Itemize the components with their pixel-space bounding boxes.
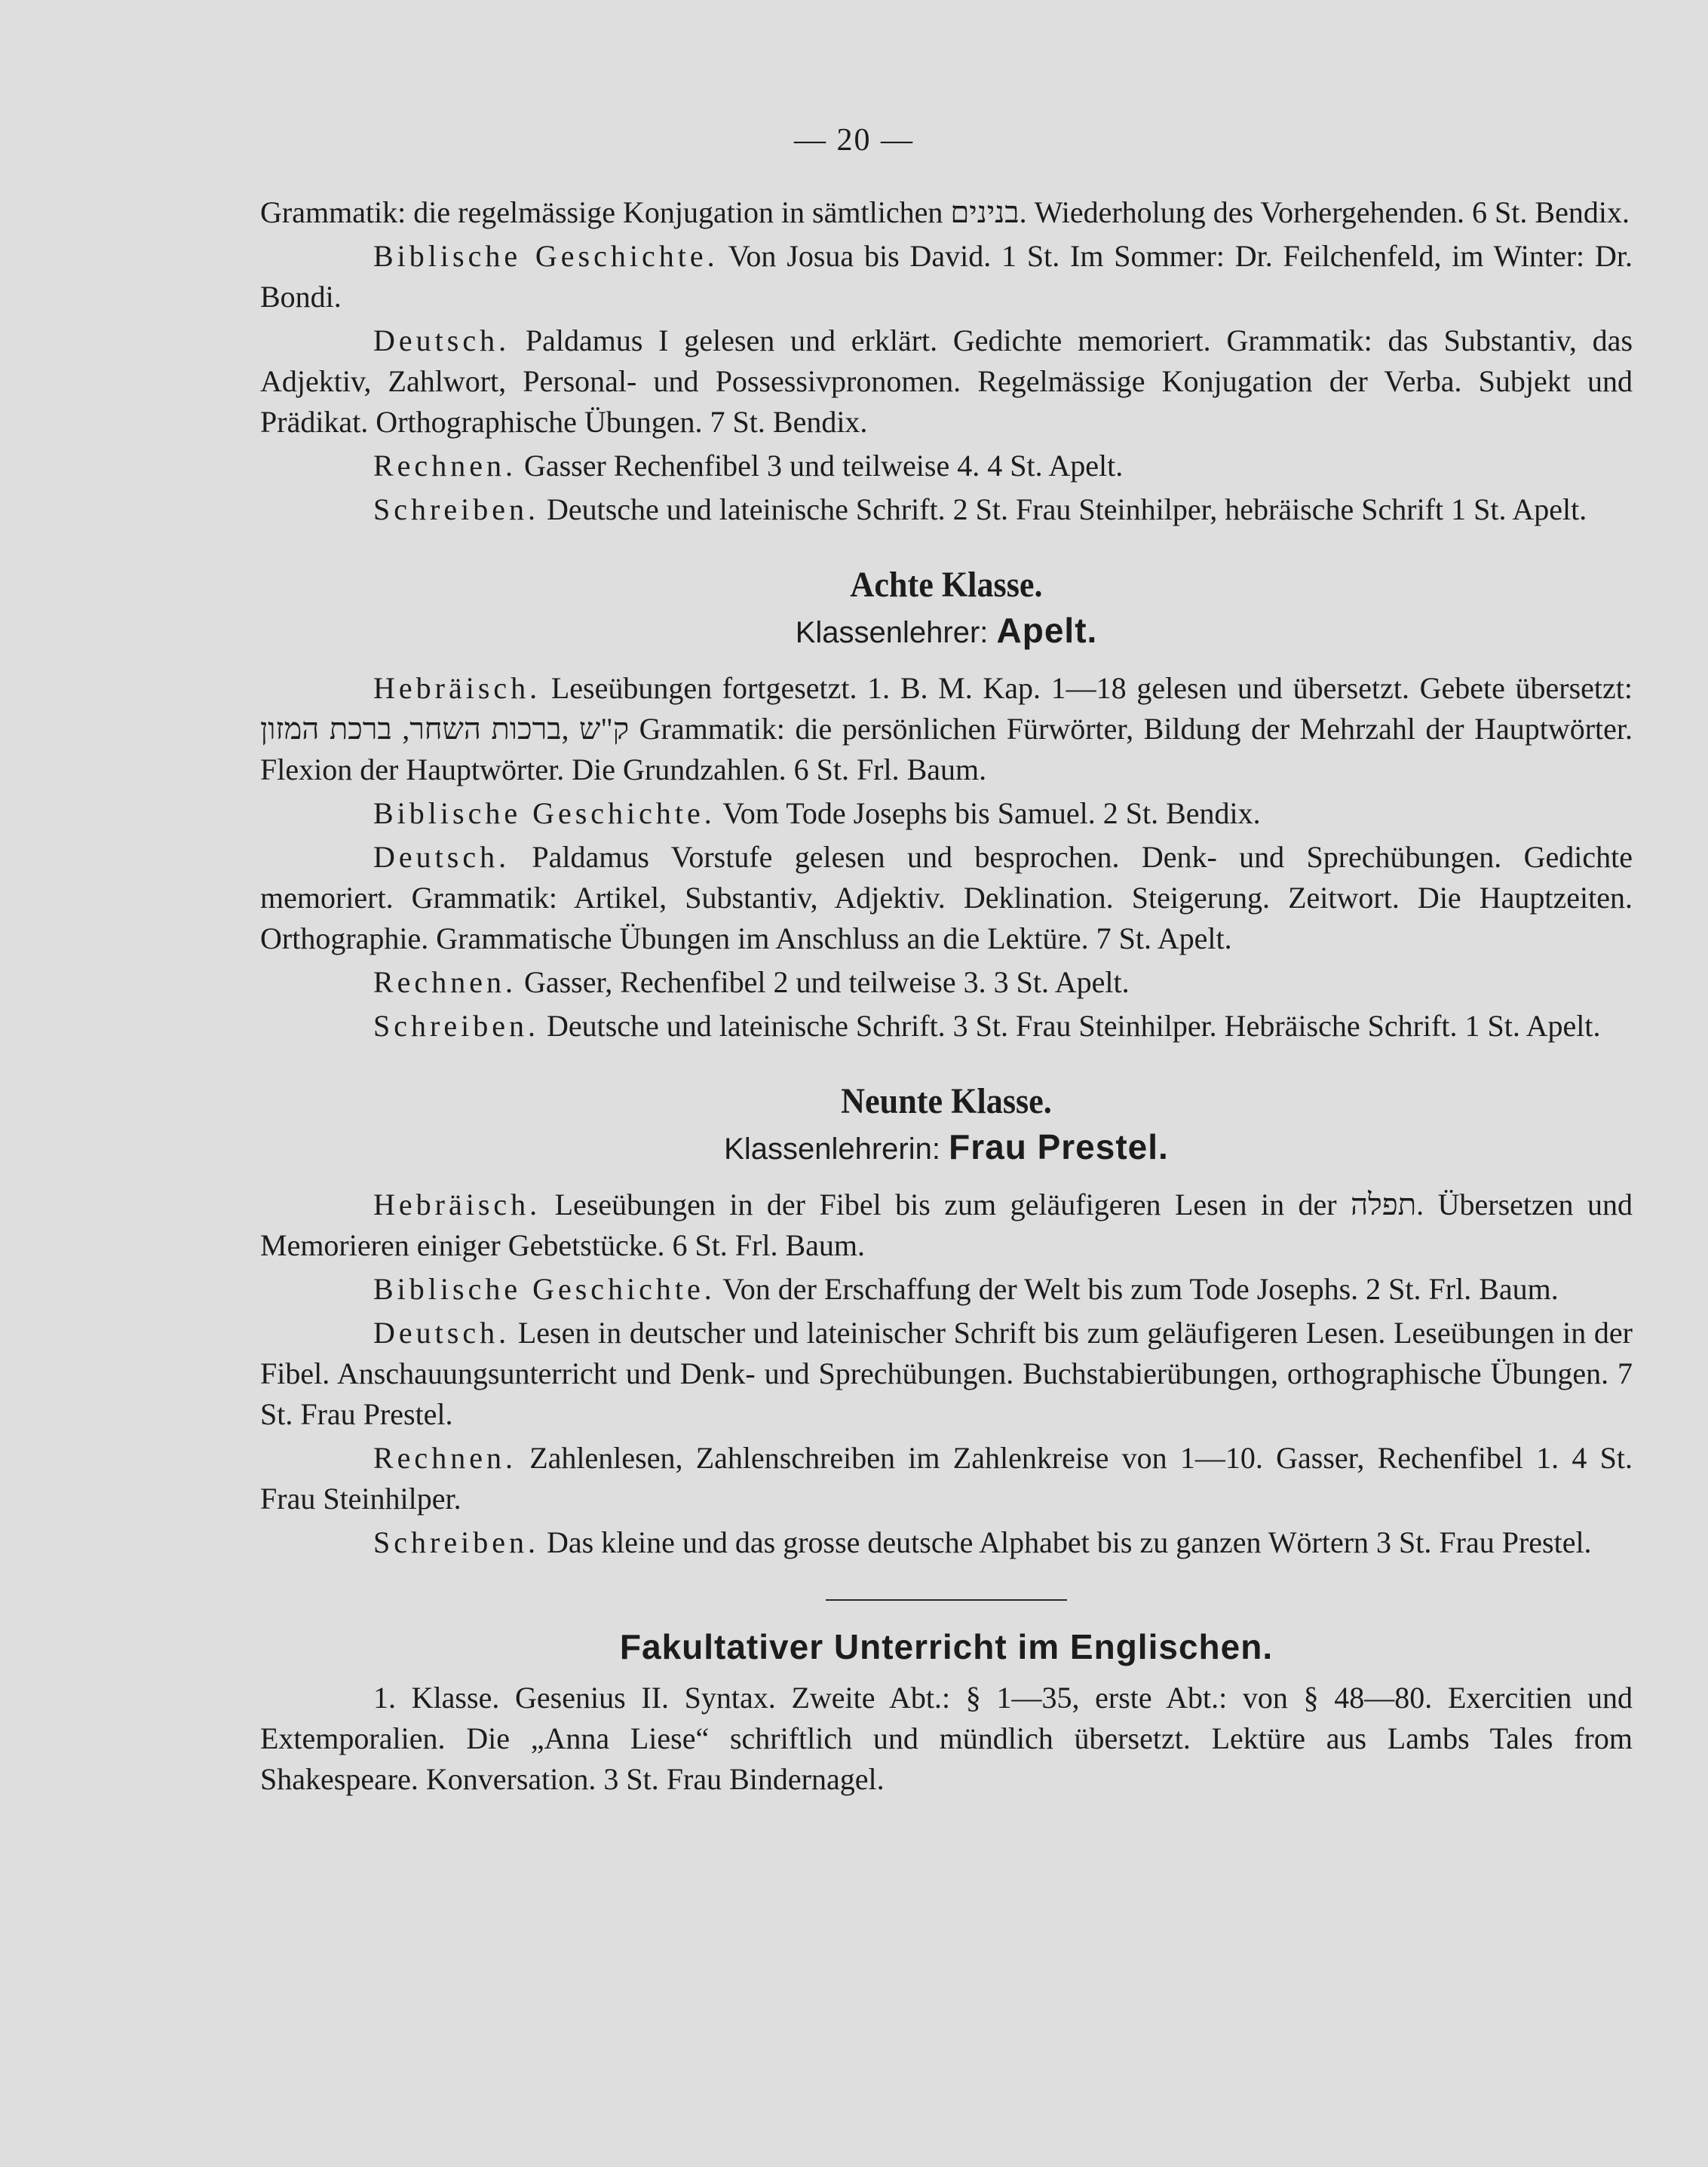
intro-deutsch <box>260 320 1633 443</box>
teacher-name: Apelt. <box>996 611 1098 650</box>
subject-text: Paldamus I gelesen und erklärt. Gedichte memoriert. Grammatik: das Substantiv, das Adjektiv, Zahlwort, Personal- und Possessivpronomen. Regelmässige Konjugation der Verba. Subjekt und Prädikat. Orthographische Übungen. 7 St. Bendix. <box>260 323 1633 439</box>
subject-text: Gasser Rechenfibel 3 und teilweise 4. 4 St. Apelt. <box>523 449 1124 483</box>
section-divider <box>826 1599 1067 1601</box>
subject-text: Von Josua bis David. 1 St. Im Sommer: Dr. Feilchenfeld, im Winter: Dr. Bondi. <box>260 239 1633 314</box>
achte-rechnen <box>260 962 1633 1003</box>
teacher-name: Frau Prestel. <box>949 1127 1169 1166</box>
subject-label: Deutsch. <box>373 1316 511 1350</box>
class-teacher-neunte <box>260 1126 1633 1169</box>
subject-text: Deutsche und lateinische Schrift. 2 St. Frau Steinhilper, hebräische Schrift 1 St. Apelt. <box>546 492 1587 526</box>
subject-label: Hebräisch. <box>373 1188 541 1221</box>
subject-text: Von der Erschaffung der Welt bis zum Tode Josephs. 2 St. Frl. Baum. <box>722 1272 1559 1306</box>
neunte-deutsch <box>260 1313 1633 1435</box>
subject-label: Rechnen. <box>373 1441 517 1475</box>
neunte-rechnen <box>260 1438 1633 1519</box>
intro-biblische <box>260 236 1633 317</box>
subject-label: Rechnen. <box>373 965 517 999</box>
subject-text: Gasser, Rechenfibel 2 und teilweise 3. 3 St. Apelt. <box>523 965 1130 999</box>
teacher-label: Klassenlehrer: <box>795 616 989 649</box>
neunte-schreiben <box>260 1522 1633 1563</box>
section-heading-achte-klasse: Achte Klasse. <box>850 565 1043 605</box>
intro-grammatik: Grammatik: die regelmässige Konjugation in sämtlichen בנינים. Wiederholung des Vorhergehenden. 6 St. Bendix. <box>260 195 1630 229</box>
section-heading-neunte-klasse: Neunte Klasse. <box>841 1081 1052 1121</box>
subject-label: Biblische Geschichte. <box>373 239 719 273</box>
subject-text: Deutsche und lateinische Schrift. 3 St. Frau Steinhilper. Hebräische Schrift. 1 St. Apelt. <box>546 1009 1601 1043</box>
subject-label: Hebräisch. <box>373 671 541 705</box>
page-content <box>260 192 1633 1803</box>
achte-deutsch <box>260 837 1633 959</box>
achte-schreiben <box>260 1006 1633 1047</box>
teacher-label: Klassenlehrerin: <box>724 1133 940 1166</box>
achte-biblische <box>260 793 1633 834</box>
subject-text: Leseübungen in der Fibel bis zum geläufigeren Lesen in der תפלה. Übersetzen und Memorieren einiger Gebetstücke. 6 St. Frl. Baum. <box>260 1188 1633 1262</box>
intro-schreiben <box>260 489 1633 530</box>
subject-label: Schreiben. <box>373 1525 539 1559</box>
subject-label: Deutsch. <box>373 840 511 874</box>
subject-label: Rechnen. <box>373 449 517 483</box>
section-heading-englisch: Fakultativer Unterricht im Englischen. <box>619 1627 1274 1666</box>
subject-label: Biblische Geschichte. <box>373 796 716 830</box>
subject-text: Lesen in deutscher und lateinischer Schrift bis zum geläufigeren Lesen. Leseübungen in der Fibel. Anschauungsunterricht und Denk- und Sprechübungen. Buchstabierübungen, orthographische Übungen. 7 St. Frau Prestel. <box>260 1316 1633 1431</box>
subject-text: Zahlenlesen, Zahlenschreiben im Zahlenkreise von 1—10. Gasser, Rechenfibel 1. 4 St. Frau Steinhilper. <box>260 1441 1633 1516</box>
class-teacher-achte <box>260 610 1633 653</box>
achte-hebraeisch <box>260 668 1633 790</box>
subject-text: Vom Tode Josephs bis Samuel. 2 St. Bendix. <box>722 796 1261 830</box>
subject-text: Leseübungen fortgesetzt. 1. B. M. Kap. 1—18 gelesen und übersetzt. Gebete übersetzt: ק"ש ,ברכות השחר, ברכת המזון Grammatik: die persönlichen Fürwörter, Bildung der Mehrzahl der Hauptwörter. Flexion der Hauptwörter. Die Grundzahlen. 6 St. Frl. Baum. <box>260 671 1633 786</box>
subject-text: Paldamus Vorstufe gelesen und besprochen. Denk- und Sprechübungen. Gedichte memoriert. Grammatik: Artikel, Substantiv, Adjektiv. Deklination. Steigerung. Zeitwort. Die Hauptzeiten. Orthographie. Grammatische Übungen im Anschluss an die Lektüre. 7 St. Apelt. <box>260 840 1633 955</box>
subject-label: Biblische Geschichte. <box>373 1272 716 1306</box>
page-number: — 20 — <box>794 123 914 158</box>
englisch-text: 1. Klasse. Gesenius II. Syntax. Zweite Abt.: § 1—35, erste Abt.: von § 48—80. Exercitien und Extemporalien. Die „Anna Liese“ schriftlich und mündlich übersetzt. Lektüre aus Lambs Tales from Shakespeare. Konversation. 3 St. Frau Bindernagel. <box>260 1681 1633 1796</box>
intro-rechnen <box>260 446 1633 486</box>
subject-label: Schreiben. <box>373 1009 539 1043</box>
neunte-biblische <box>260 1269 1633 1310</box>
subject-text: Das kleine und das grosse deutsche Alphabet bis zu ganzen Wörtern 3 St. Frau Prestel. <box>546 1525 1592 1559</box>
subject-label: Deutsch. <box>373 323 511 357</box>
neunte-hebraeisch <box>260 1185 1633 1266</box>
subject-label: Schreiben. <box>373 492 539 526</box>
